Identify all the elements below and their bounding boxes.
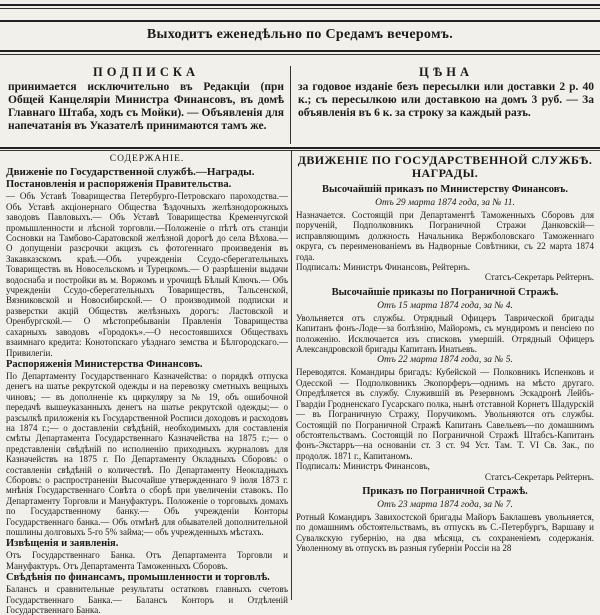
section-heading: Извѣщенія и заявленія.	[6, 538, 119, 550]
section-text: — Объ Уставѣ Товарищества Петербурго-Петровскаго пароходства.— Объ Уставѣ акціонернаго Общества Ѣздочныхъ желѣзнодорожныхъ заводовъ Павловыхъ.— Объ Уставѣ Товарищества Кременчугской промышленности и лѣсной торговли.—Положеніе о пѣтѣ отъ станціи Сосновки на Тамбово-Саратовской желѣзной дорогѣ до села Вѣхова.— О допущеніи разсрочки акцизъ съ фотогеннаго произведенія въ Закавказскомъ краѣ.—Объ учрежденіи Ссудо-сберегательныхъ Товариществъ въ Новосельскомъ и Турецкомъ.— О разрѣшеніи выдачи водоснаба и постройки въ м. Воржомъ и урочищѣ Бѣлый Ключъ.— Объ учрежденіи Ссудо-сберегательныхъ Товариществъ, Тальсенской, Вязниковской и Новосибирской.— О производимой подписки и разверстки акцій Обществъ желѣзныхъ дорогъ: Ластовской и Оренбургской.— О мѣстопребываніи Правленія Товарищества сахарныхъ заводовъ «Городокъ».—О несостоявшихся Обществахъ взаимнаго кредита: Конотопскаго уѣзднаго земства и Бѣлгородскаго.— Привилегіи.	[6, 191, 288, 358]
top-rule	[0, 4, 600, 6]
orders-column	[296, 152, 594, 554]
masthead-rule	[0, 20, 600, 22]
price-text: за годовое изданіе безъ пересылки или доставки 2 р. 40 к.; съ пересылкою или доставкою на домъ 3 руб. — За объявленія въ 6 к. за строку за каждый разъ.	[298, 81, 594, 119]
order-text: Увольняется отъ службы. Отрядный Офицеръ Таврической бригады Капитанъ фонъ-Лоде—за болѣзнію, Майоромъ, съ мундиромъ и пенсіею по положенію. Исключается изъ списковъ умершій. Отрядный Офицеръ Александровской бригады Капитанъ Инатьевъ.	[296, 312, 594, 355]
order-date: Отъ 29 марта 1874 года, за № 11.	[375, 198, 515, 208]
order-title: Высочайшіе приказы по Пограничной Стражѣ.	[331, 286, 559, 298]
order-text: Назначается. Состоящій при Департаментѣ Таможенныхъ Сборовъ для порученій, Подполковникъ Пограничной Стражи Данковскій—исправляющимъ должность Начальника Вержболовскаго Таможеннаго округа, съ переименованіемъ въ Надворные Совѣтники, съ 22 марта 1874 года.	[296, 210, 594, 262]
section-text: Отъ Государственнаго Банка. Отъ Департамента Торговли и Мануфактуръ. Отъ Департамента Таможенныхъ Сборовъ.	[6, 550, 288, 571]
masthead-bottom-rule-thin	[0, 54, 600, 55]
price-block	[298, 66, 594, 120]
contents-title: СОДЕРЖАНІЕ.	[109, 154, 185, 164]
order-text: Переводятся. Командиры бригадъ: Кубейской — Полковникъ Испенковъ и Одесской — Подполковникъ Экопорферъ—однимъ на мѣсто другаго. Опредѣляется въ службу. Служившій въ Резервномъ Эскадронѣ Лейбъ-Гвардіи Гродненскаго Гусарскаго полка, нынѣ отставной Корнетъ Шадурскій — въ Пограничную Стражу, Поручикомъ. Увольняются отъ службы. Состоящій по Пограничной Стражѣ Капитанъ Савельевъ—по домашнимъ обстоятельствамъ. Состоящій по Пограничной Стражѣ Штабсъ-Капитанъ фонъ-Экстарръ—на основаніи ст. 3 ст. 94 Уст. Там. Т. VI Св. Зак., по продолж. 1871 г., Капитаномъ.	[296, 367, 594, 461]
section-heading: Постановленія и распоряженія Правительства.	[6, 179, 232, 191]
section-rule	[0, 147, 600, 149]
section-rule-thin	[0, 150, 600, 151]
subscription-block	[8, 66, 284, 133]
order-signer: Статсъ-Секретарь Рейтернъ.	[484, 471, 594, 482]
subscription-divider	[290, 66, 291, 144]
order-signer: Подписалъ: Министръ Финансовъ,	[296, 461, 430, 472]
contents-column	[6, 152, 288, 615]
order-date: Отъ 23 марта 1874 года, за № 7.	[377, 499, 513, 510]
contents-main-heading: Движеніе по Государственной службѣ.—Награды.	[6, 166, 255, 179]
section-heading: Распоряженія Министерства Финансовъ.	[6, 358, 203, 370]
order-date: Отъ 22 марта 1874 года, за № 5.	[377, 355, 513, 366]
section-heading: Свѣдѣнія по финансамъ, промышленности и торговлѣ.	[6, 572, 270, 584]
subscription-price-section	[0, 60, 600, 148]
publication-frequency: Выходитъ еженедѣльно по Средамъ вечеромъ.	[146, 27, 454, 42]
order-signer: Подписалъ: Министръ Финансовъ, Рейтернъ.	[296, 262, 470, 273]
section-text: По Департаменту Государственнаго Казначейства: о порядкѣ отпуска денегъ на шатье рекрутской одежды и на перевозку сметныхъ вещныхъ чиновъ; — въ дополненіе къ циркуляру за № 19, объ ошибочной передачѣ вышеуказанныхъ денегъ на шатье рекрутской одежды;— о разсылкѣ приложенія къ Государственной Росписи доходовъ и расходовъ на 1874 г.;— о доставленіи свѣдѣній, необходимыхъ для составленія смѣты Департамента Государственнаго Казначейства на 1875 г.;— о представленіи свѣдѣній по исполненію приходныхъ журналовъ для Казначействъ на 1875 г. По Департаменту Окладныхъ Сборовъ: о составленіи свѣдѣній о количествѣ. По Департаменту Неокладныхъ Сборовъ: о распространеніи Высочайше утвержденнаго 9 іюля 1873 г. мнѣнія Государственнаго Совѣта о сборѣ при увеличеніи ставокъ. По Департаменту Торговли и Мануфактуръ. Положеніе о торговыхъ домахъ по Государственному банку.— Объ учрежденіи Конторы Государственнаго банка.— Объ отмѣнѣ для обывателей дополнительной пошлины долговыхъ 5-го 5% займа;— объ учрежденныхъ мѣстахъ.	[6, 370, 288, 537]
order-text: Ротный Командиръ Завихостской бригады Майоръ Баклашевъ увольняется, по домашнимъ обстоятельствамъ, въ отпускъ въ С.-Петербургъ, Варшаву и Сувалкскую губернію, на два мѣсяца, съ сохраненіемъ содержанія. Уволенному въ отпускъ въ разныя губерніи Россіи на 28	[296, 511, 594, 554]
order-title: Приказъ по Пограничной Стражѣ.	[362, 485, 528, 497]
column-divider	[291, 150, 292, 600]
order-signer: Статсъ-Секретарь Рейтернъ.	[484, 272, 594, 283]
orders-main-title: ДВИЖЕНІЕ ПО ГОСУДАРСТВЕННОЙ СЛУЖБѢ. НАГРАДЫ.	[297, 153, 593, 180]
order-date: Отъ 15 марта 1874 года, за № 4.	[377, 300, 513, 311]
masthead	[0, 0, 600, 60]
masthead-bottom-rule	[0, 50, 600, 52]
order-title: Высочайшій приказъ по Министерству Финансовъ.	[322, 184, 568, 195]
top-rule-thin	[0, 8, 600, 9]
subscription-text: принимается исключительно въ Редакціи (при Общей Канцеляріи Министра Финансовъ, въ домѣ Главнаго Штаба, ходъ съ Мойки). — Объявленія для напечатанія въ Указателѣ принимаются тамъ же.	[8, 81, 284, 132]
price-heading: ЦѢНА	[418, 65, 474, 79]
section-text: Балансъ и сравнительные результаты остатковъ главныхъ счетовъ Государственнаго Банка.— Балансъ Конторъ и Отдѣленій Государственнаго Банка.	[6, 584, 288, 615]
subscription-heading: ПОДПИСКА	[93, 65, 199, 79]
